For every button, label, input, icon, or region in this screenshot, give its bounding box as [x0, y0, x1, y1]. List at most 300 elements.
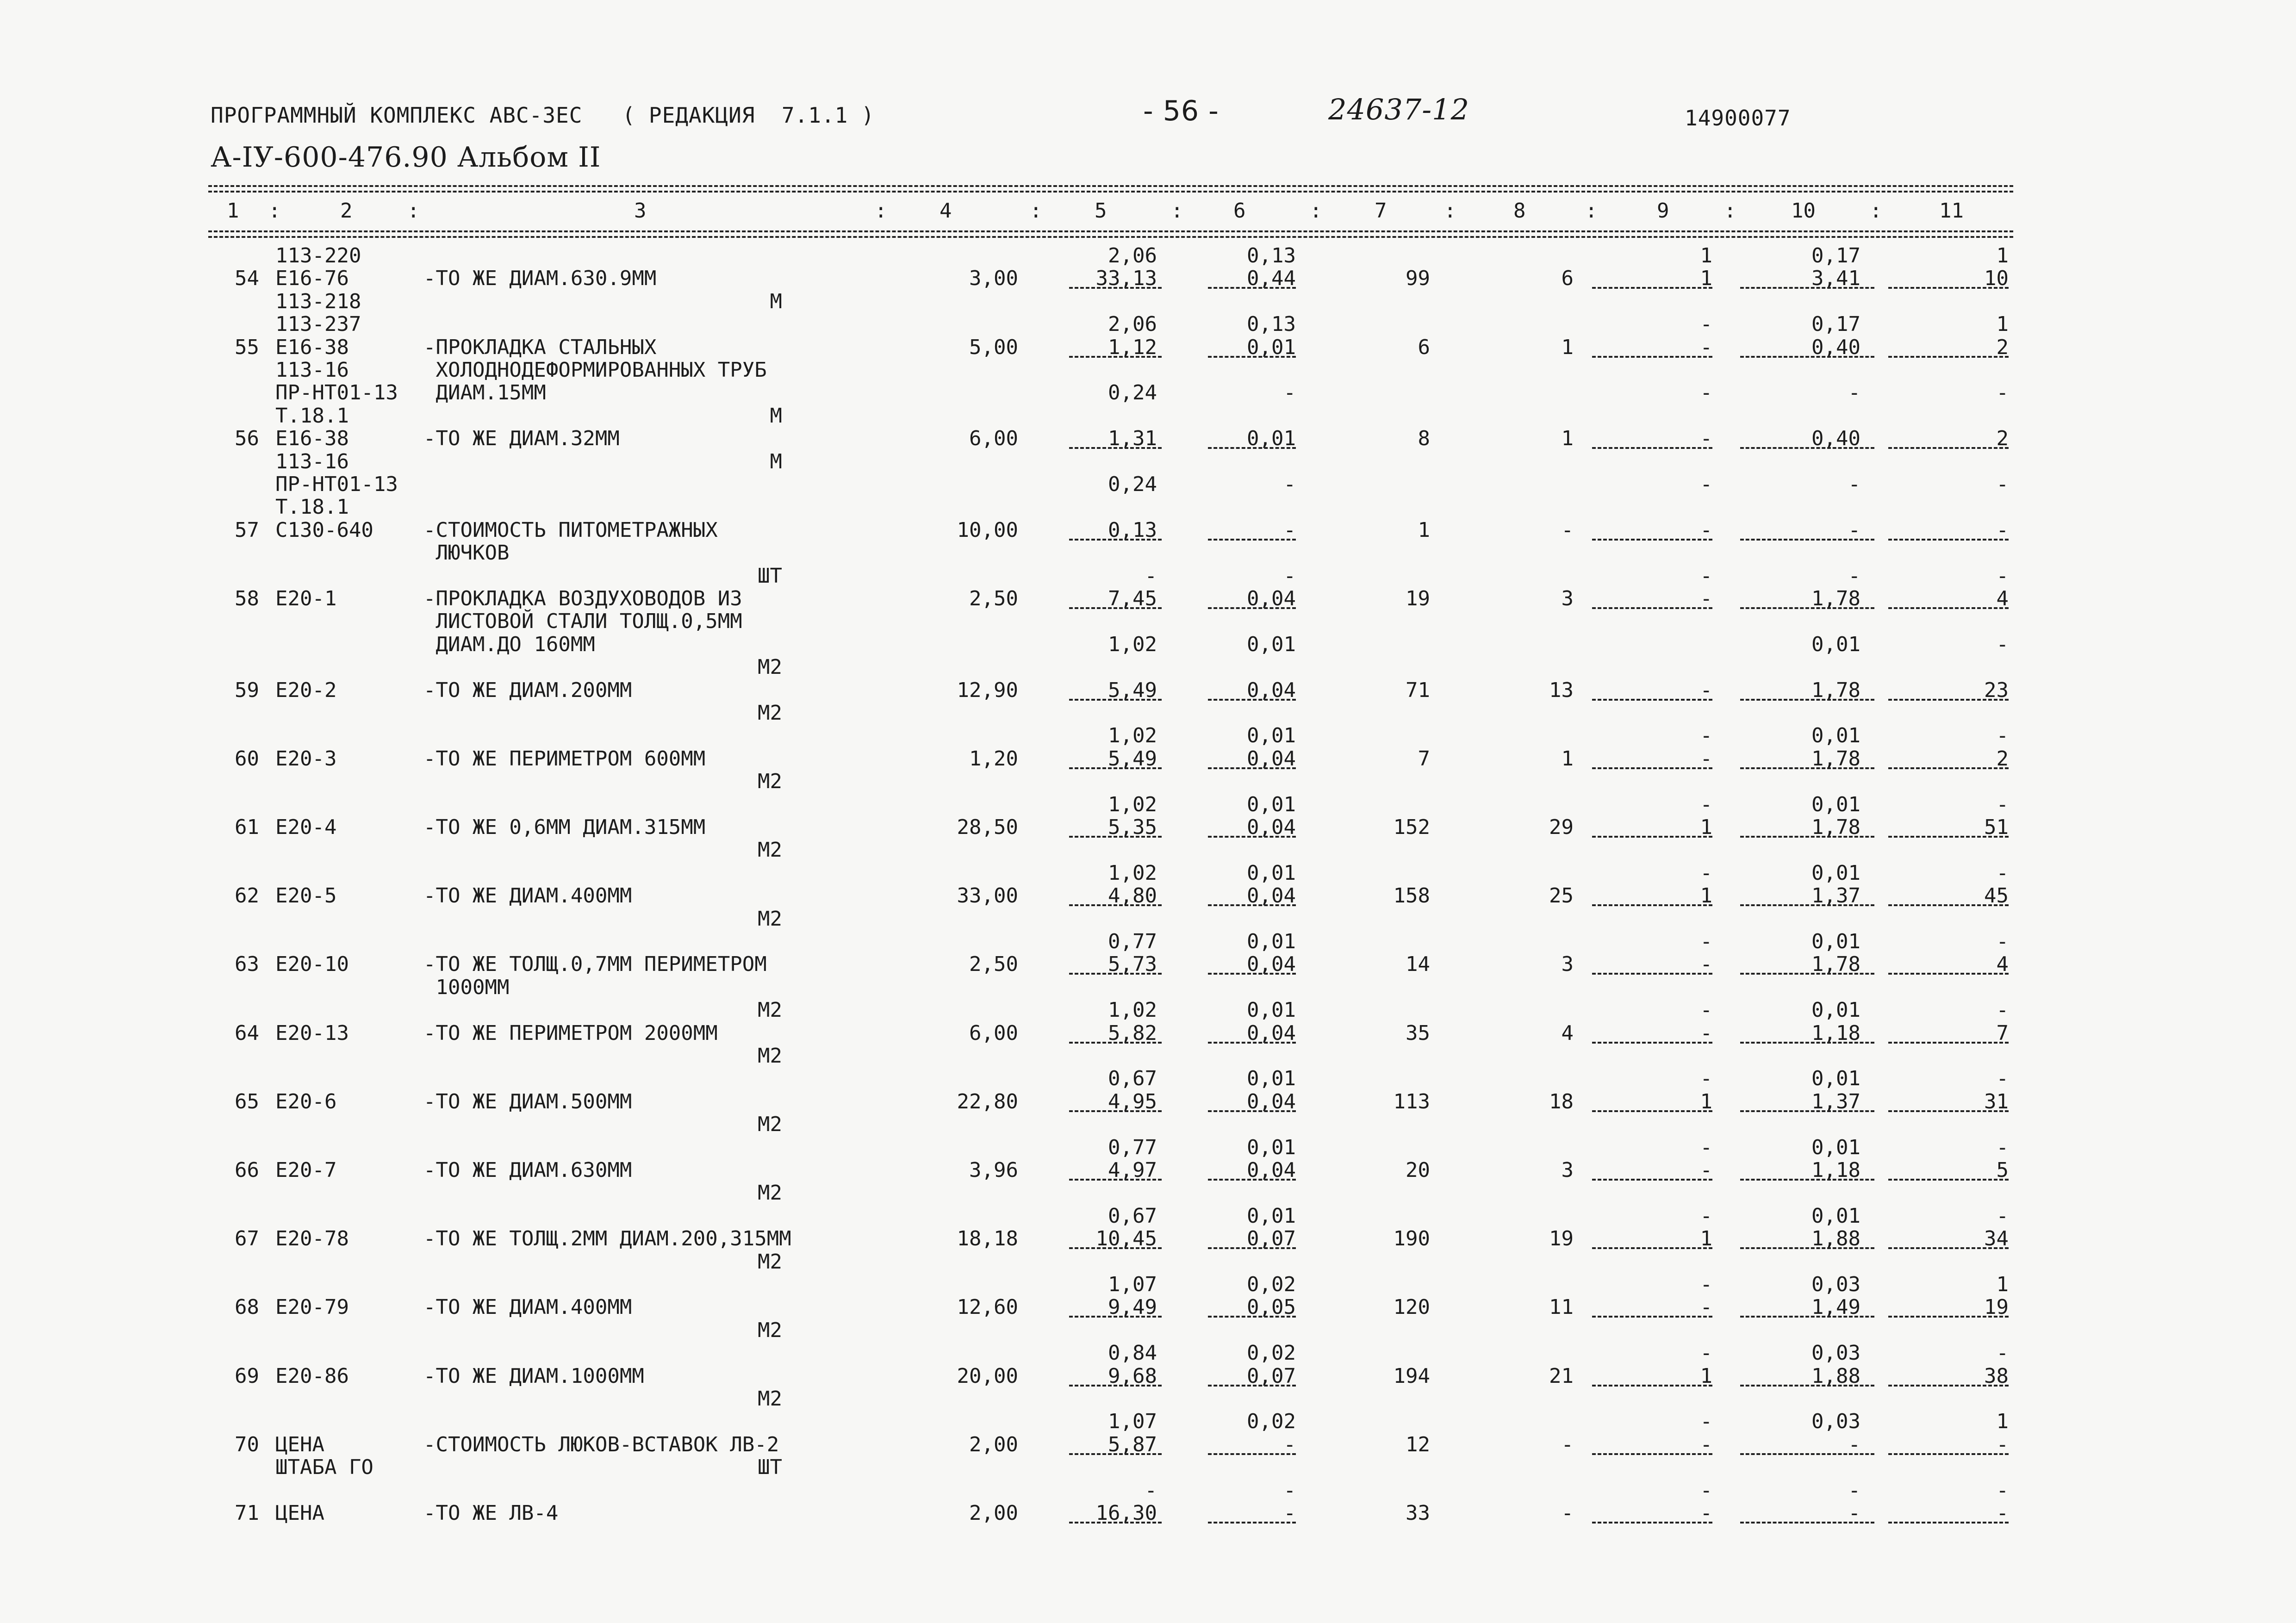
- column-separator: :: [1030, 199, 1042, 223]
- cell-c8: 3: [1561, 587, 1574, 610]
- cell-c6: 0,04: [1247, 1090, 1296, 1113]
- cell-c6: -: [1283, 381, 1296, 404]
- cell-rule: [1888, 1453, 2009, 1455]
- cell-c6: 0,01: [1247, 1204, 1296, 1228]
- cell-rule: [1888, 1316, 2009, 1318]
- cell-c5: 1,02: [1108, 724, 1157, 747]
- cell-rule: [1592, 1179, 1712, 1181]
- cell-c11: -: [1996, 381, 2009, 404]
- cell-c7: 8: [1418, 427, 1430, 450]
- cell-c11: -: [1996, 633, 2009, 656]
- cell-rule: [1208, 904, 1296, 906]
- cell-c3: -ТО ЖЕ ЛВ-4: [423, 1501, 559, 1525]
- cell-c5: 5,87: [1108, 1433, 1157, 1456]
- cell-c10: 1,78: [1811, 678, 1860, 702]
- cell-c3: -ТО ЖЕ ДИАМ.200ММ: [423, 678, 632, 702]
- table-row: [0, 976, 2296, 1000]
- table-row: [0, 1113, 2296, 1137]
- cell-cu: М2: [758, 907, 782, 931]
- cell-c11: -: [1996, 1341, 2009, 1365]
- cell-c5: 7,45: [1108, 587, 1157, 610]
- cell-c6: 0,05: [1247, 1295, 1296, 1319]
- cell-c4: 5,00: [969, 336, 1018, 359]
- cell-c6: 0,01: [1247, 1136, 1296, 1159]
- cell-c7: 6: [1418, 336, 1430, 359]
- cell-c2: ЦЕНА: [275, 1433, 324, 1456]
- cell-c9: -: [1700, 564, 1712, 588]
- cell-c1: 64: [235, 1021, 259, 1045]
- cell-c6: 0,07: [1247, 1364, 1296, 1388]
- cell-c11: 31: [1984, 1090, 2009, 1113]
- cell-c9: -: [1700, 747, 1712, 771]
- cell-c9: 1: [1700, 884, 1712, 908]
- cell-c11: -: [1996, 473, 2009, 496]
- cell-c11: 38: [1984, 1364, 2009, 1388]
- cell-c10: 1,18: [1811, 1158, 1860, 1182]
- cell-c7: 71: [1406, 678, 1430, 702]
- cell-cu: М: [770, 290, 782, 313]
- cell-rule: [1208, 1110, 1296, 1112]
- cell-c5: 1,02: [1108, 633, 1157, 656]
- cell-c5: 2,06: [1108, 244, 1157, 267]
- table-row: [0, 404, 2296, 428]
- cell-rule: [1888, 1385, 2009, 1387]
- cell-rule: [1208, 767, 1296, 769]
- table-row: [0, 1136, 2296, 1160]
- column-separator: :: [407, 199, 420, 223]
- cell-c2: Е20-7: [275, 1158, 337, 1182]
- table-row: [0, 1204, 2296, 1228]
- cell-c9: 1: [1700, 1090, 1712, 1113]
- table-row: [0, 244, 2296, 268]
- cell-c8: 1: [1561, 747, 1574, 771]
- table-row: [0, 701, 2296, 725]
- cell-cu: М2: [758, 1250, 782, 1274]
- cell-rule: [1069, 904, 1162, 906]
- cell-c11: -: [1996, 1204, 2009, 1228]
- cell-c9: -: [1700, 1479, 1712, 1502]
- cell-c2: Т.18.1: [275, 404, 349, 428]
- cell-c11: 45: [1984, 884, 2009, 908]
- cell-c5: 9,68: [1108, 1364, 1157, 1388]
- cell-c5: 1,12: [1108, 336, 1157, 359]
- cell-rule: [1888, 447, 2009, 449]
- cell-c9: -: [1700, 1158, 1712, 1182]
- cell-c6: 0,04: [1247, 678, 1296, 702]
- cell-cu: М2: [758, 1181, 782, 1205]
- cell-c9: -: [1700, 1341, 1712, 1365]
- cell-c7: 20: [1406, 1158, 1430, 1182]
- cell-c8: 19: [1549, 1227, 1574, 1250]
- cell-c11: -: [1996, 1136, 2009, 1159]
- cell-c1: 71: [235, 1501, 259, 1525]
- cell-rule: [1208, 836, 1296, 838]
- cell-c3: -ТО ЖЕ ДИАМ.400ММ: [423, 884, 632, 908]
- cell-c11: 7: [1996, 1021, 2009, 1045]
- table-row: [0, 473, 2296, 497]
- cell-c4: 3,96: [969, 1158, 1018, 1182]
- cell-rule: [1888, 1522, 2009, 1524]
- cell-rule: [1069, 607, 1162, 609]
- cell-c3: -СТОИМОСТЬ ПИТОМЕТРАЖНЫХ: [423, 518, 718, 542]
- cell-rule: [1888, 699, 2009, 701]
- cell-rule: [1592, 1453, 1712, 1455]
- cell-c5: 0,13: [1108, 518, 1157, 542]
- column-header: 5: [1095, 199, 1107, 223]
- cell-c5: 0,24: [1108, 381, 1157, 404]
- cell-c6: 0,04: [1247, 815, 1296, 839]
- cell-rule: [1208, 1316, 1296, 1318]
- cell-rule: [1740, 699, 1874, 701]
- cell-c9: -: [1700, 473, 1712, 496]
- table-row: [0, 564, 2296, 588]
- cell-c2: Е16-76: [275, 267, 349, 290]
- cell-rule: [1592, 539, 1712, 541]
- cell-rule: [1069, 1042, 1162, 1044]
- cell-cu: М2: [758, 1113, 782, 1136]
- cell-c4: 28,50: [957, 815, 1018, 839]
- table-row: [0, 930, 2296, 954]
- cell-c10: -: [1848, 518, 1860, 542]
- cell-c6: 0,04: [1247, 587, 1296, 610]
- cell-c5: 5,49: [1108, 678, 1157, 702]
- cell-c7: 113: [1393, 1090, 1430, 1113]
- cell-c7: 7: [1418, 747, 1430, 771]
- cell-rule: [1208, 973, 1296, 975]
- cell-c9: -: [1700, 678, 1712, 702]
- cell-c7: 1: [1418, 518, 1430, 542]
- cell-c2: ПР-НТ01-13: [275, 381, 398, 404]
- cell-c2: Е20-5: [275, 884, 337, 908]
- table-row: [0, 1341, 2296, 1365]
- cell-c5: 1,07: [1108, 1410, 1157, 1433]
- cell-c2: 113-220: [275, 244, 361, 267]
- page-number: - 56 -: [1143, 95, 1219, 127]
- cell-c7: 120: [1393, 1295, 1430, 1319]
- cell-c3: -ТО ЖЕ ДИАМ.500ММ: [423, 1090, 632, 1113]
- column-header: 6: [1233, 199, 1246, 223]
- column-header: 11: [1939, 199, 1964, 223]
- cell-c9: -: [1700, 1136, 1712, 1159]
- cell-c4: 12,60: [957, 1295, 1018, 1319]
- cell-c1: 54: [235, 267, 259, 290]
- cell-c11: 2: [1996, 336, 2009, 359]
- cell-c5: 33,13: [1095, 267, 1157, 290]
- cell-c11: 4: [1996, 587, 2009, 610]
- cell-c6: 0,01: [1247, 427, 1296, 450]
- cell-c11: -: [1996, 564, 2009, 588]
- cell-c11: 1: [1996, 1410, 2009, 1433]
- cell-rule: [1888, 539, 2009, 541]
- cell-rule: [1069, 699, 1162, 701]
- cell-c1: 62: [235, 884, 259, 908]
- cell-c3: -СТОИМОСТЬ ЛЮКОВ-ВСТАВОК ЛВ-2: [423, 1433, 779, 1456]
- cell-cu: М: [770, 404, 782, 428]
- cell-cu: М: [770, 450, 782, 473]
- cell-c1: 60: [235, 747, 259, 771]
- cell-rule: [1069, 447, 1162, 449]
- cell-c11: -: [1996, 1501, 2009, 1525]
- column-header: 7: [1375, 199, 1387, 223]
- cell-cu: М2: [758, 770, 782, 793]
- cell-c1: 59: [235, 678, 259, 702]
- cell-rule: [1740, 1316, 1874, 1318]
- cell-c7: 12: [1406, 1433, 1430, 1456]
- cell-c6: -: [1283, 1501, 1296, 1525]
- cell-c9: -: [1700, 1501, 1712, 1525]
- cell-c9: -: [1700, 998, 1712, 1022]
- cell-rule: [1592, 1385, 1712, 1387]
- cell-rule: [1069, 539, 1162, 541]
- cell-c10: 0,01: [1811, 793, 1860, 816]
- cell-c3: -ПРОКЛАДКА СТАЛЬНЫХ: [423, 336, 657, 359]
- cell-cu: М2: [758, 1044, 782, 1068]
- cell-cu: ШТ: [758, 564, 782, 588]
- cell-c5: 5,49: [1108, 747, 1157, 771]
- cell-c6: -: [1283, 564, 1296, 588]
- cell-cu: М2: [758, 655, 782, 679]
- cell-c2: Е20-10: [275, 952, 349, 976]
- column-header: 10: [1791, 199, 1816, 223]
- cell-c5: 1,31: [1108, 427, 1157, 450]
- cell-c2: ШТАБА ГО: [275, 1455, 373, 1479]
- cell-c10: 0,01: [1811, 861, 1860, 885]
- column-header: 1: [227, 199, 239, 223]
- cell-c8: 1: [1561, 336, 1574, 359]
- cell-c2: Е20-2: [275, 678, 337, 702]
- cell-c10: 0,01: [1811, 930, 1860, 953]
- cell-c4: 6,00: [969, 427, 1018, 450]
- cell-rule: [1208, 287, 1296, 289]
- cell-c11: 2: [1996, 747, 2009, 771]
- table-row: [0, 770, 2296, 794]
- cell-c7: 35: [1406, 1021, 1430, 1045]
- cell-rule: [1069, 1247, 1162, 1249]
- cell-rule: [1740, 1522, 1874, 1524]
- table-row: [0, 633, 2296, 657]
- table-row: [0, 609, 2296, 634]
- table-row: [0, 1455, 2296, 1480]
- cell-c4: 2,50: [969, 952, 1018, 976]
- cell-rule: [1208, 1385, 1296, 1387]
- cell-c2: Е20-78: [275, 1227, 349, 1250]
- cell-c8: 29: [1549, 815, 1574, 839]
- cell-c11: 51: [1984, 815, 2009, 839]
- cell-c10: 0,17: [1811, 312, 1860, 336]
- cell-c5: 2,06: [1108, 312, 1157, 336]
- cell-c1: 63: [235, 952, 259, 976]
- table-row: [0, 450, 2296, 474]
- table-row: [0, 998, 2296, 1022]
- cell-c11: 10: [1984, 267, 2009, 290]
- cell-c6: -: [1283, 473, 1296, 496]
- cell-c10: -: [1848, 1501, 1860, 1525]
- cell-c11: 1: [1996, 244, 2009, 267]
- cell-rule: [1592, 1247, 1712, 1249]
- cell-c5: 0,24: [1108, 473, 1157, 496]
- cell-rule: [1888, 1042, 2009, 1044]
- cell-c11: -: [1996, 793, 2009, 816]
- cell-c11: -: [1996, 930, 2009, 953]
- cell-c7: 190: [1393, 1227, 1430, 1250]
- document-code: 14900077: [1685, 106, 1791, 131]
- cell-rule: [1069, 287, 1162, 289]
- cell-rule: [1740, 607, 1874, 609]
- cell-c3: ЛЮЧКОВ: [423, 541, 510, 565]
- cell-c3: 1000ММ: [423, 976, 510, 999]
- cell-c11: -: [1996, 998, 2009, 1022]
- cell-c3: ЛИСТОВОЙ СТАЛИ ТОЛЩ.0,5ММ: [423, 609, 742, 633]
- album-title: А-IУ-600-476.90 Альбом II: [211, 141, 601, 174]
- cell-c10: 1,88: [1811, 1364, 1860, 1388]
- cell-c6: 0,04: [1247, 952, 1296, 976]
- cell-c5: 1,02: [1108, 861, 1157, 885]
- cell-c1: 66: [235, 1158, 259, 1182]
- cell-c4: 3,00: [969, 267, 1018, 290]
- cell-c3: -ТО ЖЕ ПЕРИМЕТРОМ 2000ММ: [423, 1021, 718, 1045]
- cell-c8: 11: [1549, 1295, 1574, 1319]
- cell-c4: 33,00: [957, 884, 1018, 908]
- cell-c11: 34: [1984, 1227, 2009, 1250]
- table-row: [0, 1387, 2296, 1411]
- cell-c4: 1,20: [969, 747, 1018, 771]
- column-separator: :: [1171, 199, 1183, 223]
- cell-c10: 1,88: [1811, 1227, 1860, 1250]
- cell-c4: 2,50: [969, 587, 1018, 610]
- cell-c4: 22,80: [957, 1090, 1018, 1113]
- cell-rule: [1592, 287, 1712, 289]
- cell-c9: -: [1700, 930, 1712, 953]
- cell-c9: -: [1700, 518, 1712, 542]
- cell-c6: -: [1283, 1479, 1296, 1502]
- cell-c2: ЦЕНА: [275, 1501, 324, 1525]
- cell-c5: -: [1145, 564, 1157, 588]
- cell-c6: 0,01: [1247, 633, 1296, 656]
- cell-c8: -: [1561, 1501, 1574, 1525]
- cell-c6: 0,04: [1247, 747, 1296, 771]
- cell-rule: [1592, 699, 1712, 701]
- cell-rule: [1740, 836, 1874, 838]
- cell-c6: 0,13: [1247, 312, 1296, 336]
- cell-rule: [1888, 904, 2009, 906]
- cell-c5: 0,67: [1108, 1204, 1157, 1228]
- cell-c7: 194: [1393, 1364, 1430, 1388]
- cell-c11: -: [1996, 724, 2009, 747]
- cell-c9: -: [1700, 587, 1712, 610]
- cell-c4: 12,90: [957, 678, 1018, 702]
- cell-rule: [1740, 356, 1874, 358]
- cell-c1: 70: [235, 1433, 259, 1456]
- cell-c9: 1: [1700, 267, 1712, 290]
- cell-rule: [1069, 767, 1162, 769]
- cell-cu: ШТ: [758, 1455, 782, 1479]
- cell-rule: [1740, 1453, 1874, 1455]
- cell-c8: 25: [1549, 884, 1574, 908]
- table-row: [0, 838, 2296, 862]
- cell-rule: [1592, 1042, 1712, 1044]
- cell-c4: 6,00: [969, 1021, 1018, 1045]
- cell-c3: -ТО ЖЕ ДИАМ.1000ММ: [423, 1364, 644, 1388]
- cell-c8: -: [1561, 518, 1574, 542]
- cell-c11: -: [1996, 1067, 2009, 1090]
- cell-c6: 0,01: [1247, 724, 1296, 747]
- cell-rule: [1888, 607, 2009, 609]
- cell-c6: 0,01: [1247, 336, 1296, 359]
- cell-c5: 5,73: [1108, 952, 1157, 976]
- column-separator: :: [875, 199, 887, 223]
- column-header: 4: [940, 199, 952, 223]
- cell-c10: -: [1848, 1433, 1860, 1456]
- cell-c2: Е20-13: [275, 1021, 349, 1045]
- cell-c5: 4,95: [1108, 1090, 1157, 1113]
- cell-c10: -: [1848, 473, 1860, 496]
- cell-rule: [1592, 1110, 1712, 1112]
- cell-rule: [1592, 1522, 1712, 1524]
- cell-c5: 5,82: [1108, 1021, 1157, 1045]
- cell-rule: [1069, 836, 1162, 838]
- cell-rule: [1592, 607, 1712, 609]
- cell-c1: 58: [235, 587, 259, 610]
- cell-rule: [1069, 356, 1162, 358]
- cell-c6: 0,04: [1247, 884, 1296, 908]
- cell-c1: 69: [235, 1364, 259, 1388]
- cell-rule: [1740, 1179, 1874, 1181]
- cell-cu: М2: [758, 701, 782, 725]
- cell-c10: 0,01: [1811, 1204, 1860, 1228]
- cell-cu: М2: [758, 998, 782, 1022]
- cell-rule: [1888, 356, 2009, 358]
- table-row: [0, 1410, 2296, 1434]
- cell-rule: [1740, 973, 1874, 975]
- cell-c1: 56: [235, 427, 259, 450]
- cell-c10: 0,03: [1811, 1273, 1860, 1296]
- cell-rule: [1740, 904, 1874, 906]
- cell-c2: Е20-4: [275, 815, 337, 839]
- cell-c5: 0,77: [1108, 1136, 1157, 1159]
- cell-c11: 19: [1984, 1295, 2009, 1319]
- cell-rule: [1592, 904, 1712, 906]
- cell-c3: -ПРОКЛАДКА ВОЗДУХОВОДОВ ИЗ: [423, 587, 742, 610]
- cell-c6: 0,01: [1247, 861, 1296, 885]
- cell-c4: 18,18: [957, 1227, 1018, 1250]
- cell-c5: 1,02: [1108, 998, 1157, 1022]
- cell-c9: 1: [1700, 1227, 1712, 1250]
- cell-rule: [1592, 447, 1712, 449]
- cell-rule: [1740, 287, 1874, 289]
- column-header-row: [0, 199, 2296, 223]
- cell-c9: -: [1700, 1021, 1712, 1045]
- cell-c3: -ТО ЖЕ ДИАМ.630.9ММ: [423, 267, 657, 290]
- cell-rule: [1740, 767, 1874, 769]
- cell-c10: -: [1848, 1479, 1860, 1502]
- cell-rule: [1888, 767, 2009, 769]
- column-separator: :: [268, 199, 281, 223]
- column-header: 9: [1657, 199, 1669, 223]
- cell-c2: ПР-НТ01-13: [275, 473, 398, 496]
- cell-c6: 0,04: [1247, 1021, 1296, 1045]
- table-row: [0, 1479, 2296, 1503]
- cell-c3: -ТО ЖЕ ДИАМ.400ММ: [423, 1295, 632, 1319]
- cell-rule: [1208, 1522, 1296, 1524]
- cell-c6: 0,02: [1247, 1273, 1296, 1296]
- table-row: [0, 724, 2296, 748]
- cell-c3: ДИАМ.15ММ: [423, 381, 546, 404]
- cell-c3: -ТО ЖЕ ТОЛЩ.2ММ ДИАМ.200,315ММ: [423, 1227, 791, 1250]
- cell-c7: 99: [1406, 267, 1430, 290]
- cell-c5: 0,84: [1108, 1341, 1157, 1365]
- cell-c5: 4,80: [1108, 884, 1157, 908]
- cell-c10: 0,40: [1811, 427, 1860, 450]
